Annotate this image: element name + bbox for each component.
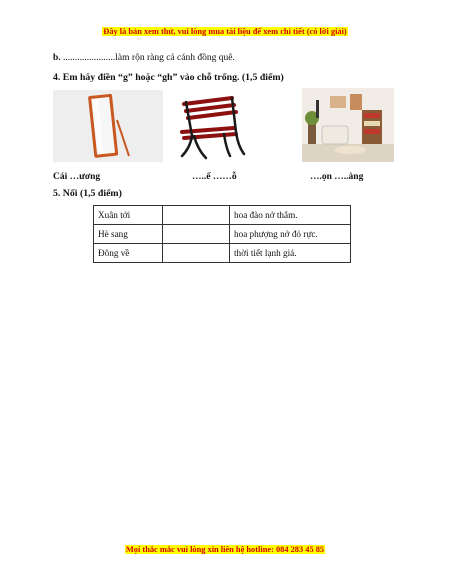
caption-mirror: Cái …ương xyxy=(53,172,101,182)
middle-cell xyxy=(163,206,230,225)
middle-cell xyxy=(163,244,230,263)
preview-notice-text: Đây là bản xem thử, vui lòng mua tài liệu để xem chi tiết (có lời giải) xyxy=(103,27,347,36)
sentence-b-marker: b. xyxy=(53,53,61,63)
hotline-notice-text: Mọi thắc mắc vui lòng xin liên hệ hotline: 084 283 45 85 xyxy=(125,545,325,554)
sentence-b xyxy=(53,53,235,63)
left-cell: Xuân tới xyxy=(94,206,163,225)
hotline-notice-banner xyxy=(0,545,450,554)
table-row xyxy=(94,244,351,263)
matching-table xyxy=(93,205,351,263)
left-cell: Đông về xyxy=(94,244,163,263)
middle-cell xyxy=(163,225,230,244)
sentence-b-text: ......................làm rộn ràng cả cánh đồng quê. xyxy=(60,53,235,63)
left-cell: Hè sang xyxy=(94,225,163,244)
mirror-image xyxy=(53,90,163,162)
bench-image xyxy=(176,96,246,162)
table-row xyxy=(94,206,351,225)
right-cell: hoa phượng nở đỏ rực. xyxy=(230,225,351,244)
caption-living-room: ….ọn …..àng xyxy=(310,172,364,182)
right-cell: hoa đào nở thắm. xyxy=(230,206,351,225)
question-4-heading: 4. Em hãy điền “g” hoặc “gh” vào chỗ trống. (1,5 điểm) xyxy=(53,72,284,83)
preview-notice-banner xyxy=(0,27,450,36)
living-room-image xyxy=(302,88,394,162)
table-row xyxy=(94,225,351,244)
question-5-heading: 5. Nối (1,5 điểm) xyxy=(53,188,122,199)
right-cell: thời tiết lạnh giá. xyxy=(230,244,351,263)
caption-bench: …..ế ……ỗ xyxy=(192,172,237,182)
